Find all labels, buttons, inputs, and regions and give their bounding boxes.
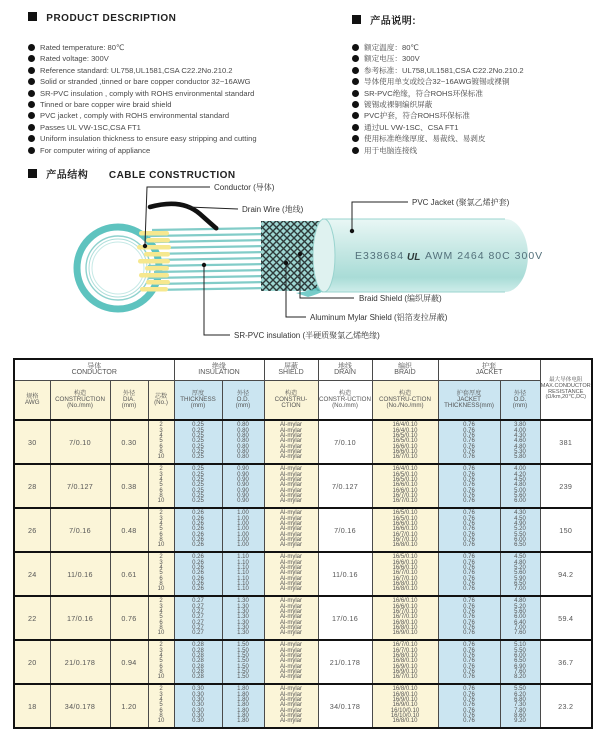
header-insulation-thickness: 厚度 THICKNESS (mm) (174, 381, 222, 421)
cell-resistance: 150 (540, 508, 592, 552)
cell-cores: 2 3 4 5 6 8 10 (148, 464, 174, 508)
group-header-jacket: 护套 JACKET (438, 359, 540, 381)
cell-awg: 26 (14, 508, 50, 552)
cell-braid: 16/7/0.10 16/7/0.10 16/8/0.10 16/8/0.10 16/9/0.10 16/9/0.10 16/7/0.10 (372, 640, 438, 684)
header-braid-construction: 构造 CONSTRU-CTION (No./No./mm) (372, 381, 438, 421)
cell-jacket_od: 5.50 6.20 6.80 7.30 7.80 8.60 9.20 (500, 684, 540, 728)
jacket-print-rating: AWM 2464 80C 300V (425, 250, 544, 262)
cell-awg: 22 (14, 596, 50, 640)
cell-construction: 11/0.16 (50, 552, 110, 596)
product-description-cn-title (352, 12, 416, 27)
cell-shield: Al-mylar Al-mylar Al-mylar Al-mylar Al-mylar Al-mylar Al-mylar (264, 464, 318, 508)
list-item: 额定温度：80℃ (352, 42, 524, 53)
header-awg: 规格 AWG (14, 381, 50, 421)
cell-ins_od: 1.50 1.50 1.50 1.50 1.50 1.50 1.50 (222, 640, 264, 684)
cell-jacket_thickness: 0.76 0.76 0.76 0.76 0.76 0.76 0.76 (438, 684, 500, 728)
cell-jacket_od: 4.50 4.80 5.20 5.60 5.90 6.50 7.00 (500, 552, 540, 596)
group-header-conductor: 导体 CONDUCTOR (14, 359, 174, 381)
product-description-list-en (28, 42, 257, 156)
bullet-icon (28, 101, 35, 108)
cell-resistance: 36.7 (540, 640, 592, 684)
list-item: 额定电压：300V (352, 53, 524, 64)
label-aluminum-mylar-shield: Aluminum Mylar Shield (铝箔麦拉屏蔽) (310, 313, 448, 322)
cell-ins_thickness: 0.27 0.27 0.27 0.27 0.27 0.27 0.27 (174, 596, 222, 640)
cell-shield: Al-mylar Al-mylar Al-mylar Al-mylar Al-mylar Al-mylar Al-mylar (264, 640, 318, 684)
cell-drain: 21/0.178 (318, 640, 372, 684)
header-max-resistance: 最大导体电阻 MAX.CONDUCTOR RESISTANCE (Ω/km,20℃,DC) (540, 359, 592, 420)
cell-dia: 0.61 (110, 552, 148, 596)
bullet-icon (28, 55, 35, 62)
ul-mark-icon: UL (407, 252, 421, 263)
bullet-icon (28, 67, 35, 74)
cell-jacket_thickness: 0.76 0.76 0.76 0.76 0.76 0.76 0.76 (438, 640, 500, 684)
cell-awg: 20 (14, 640, 50, 684)
list-item: 通过UL VW-1SC、CSA FT1 (352, 122, 524, 133)
cell-braid: 16/5/0.10 16/5/0.10 16/6/0.10 16/6/0.10 16/7/0.10 16/7/0.10 16/8/0.10 (372, 508, 438, 552)
cell-ins_od: 1.30 1.30 1.30 1.30 1.30 1.30 1.30 (222, 596, 264, 640)
cell-cores: 2 3 4 5 6 8 10 (148, 552, 174, 596)
bullet-icon (352, 67, 359, 74)
cell-jacket_od: 5.10 5.50 6.00 6.50 6.90 7.60 8.20 (500, 640, 540, 684)
bullet-icon (28, 112, 35, 119)
cell-resistance: 23.2 (540, 684, 592, 728)
cell-dia: 0.30 (110, 420, 148, 464)
cell-cores: 2 3 4 5 6 8 10 (148, 640, 174, 684)
cell-jacket_thickness: 0.76 0.76 0.76 0.76 0.76 0.76 0.76 (438, 596, 500, 640)
cable-diagram (0, 178, 603, 358)
list-item: 用于电脑连接线 (352, 145, 524, 156)
header-conductor-construction: 构造 CONSTRUCTION (No./mm) (50, 381, 110, 421)
cell-construction: 7/0.16 (50, 508, 110, 552)
cell-cores: 2 3 4 5 6 8 10 (148, 596, 174, 640)
list-item: Uniform insulation thickness to ensure easy stripping and cutting (28, 133, 257, 144)
cell-drain: 7/0.127 (318, 464, 372, 508)
cell-construction: 21/0.178 (50, 640, 110, 684)
list-item: Tinned or bare copper wire braid shield (28, 99, 257, 110)
table-row (14, 596, 592, 640)
bullet-icon (28, 78, 35, 85)
product-description-title (28, 12, 176, 24)
cell-jacket_thickness: 0.76 0.76 0.76 0.76 0.76 0.76 0.76 (438, 508, 500, 552)
cell-dia: 0.76 (110, 596, 148, 640)
label-drain-wire: Drain Wire (地线) (242, 205, 304, 214)
header-shield-construction: 构造 CONSTRU- CTION (264, 381, 318, 421)
cell-ins_od: 0.80 0.80 0.80 0.80 0.80 0.80 0.80 (222, 420, 264, 464)
cell-ins_thickness: 0.30 0.30 0.30 0.30 0.30 0.30 0.30 (174, 684, 222, 728)
table-row (14, 508, 592, 552)
cell-braid: 16/4/0.10 16/5/0.10 16/5/0.10 16/6/0.10 16/6/0.10 16/7/0.10 16/7/0.10 (372, 464, 438, 508)
header-jacket-od: 外径 O.D. (mm) (500, 381, 540, 421)
cell-resistance: 381 (540, 420, 592, 464)
construction-title-en: CABLE CONSTRUCTION (108, 170, 236, 181)
cell-cores: 2 3 4 5 6 8 10 (148, 684, 174, 728)
cell-cores: 2 3 4 5 6 8 10 (148, 508, 174, 552)
spec-table (13, 358, 593, 729)
cell-ins_od: 1.00 1.00 1.00 1.00 1.00 1.00 1.00 (222, 508, 264, 552)
bullet-icon (352, 124, 359, 131)
group-header-shield: 屏蔽 SHIELD (264, 359, 318, 381)
cell-construction: 17/0.16 (50, 596, 110, 640)
cable-side-view (137, 204, 543, 297)
list-item: Rated voltage: 300V (28, 53, 257, 64)
cell-shield: Al-mylar Al-mylar Al-mylar Al-mylar Al-mylar Al-mylar Al-mylar (264, 420, 318, 464)
bullet-icon (352, 55, 359, 62)
cell-jacket_od: 4.00 4.20 4.50 4.80 5.00 5.60 6.00 (500, 464, 540, 508)
list-item: SR-PVC绝缘，符合ROHS环保标准 (352, 88, 524, 99)
header-drain-construction: 构造 CONSTR-UCTION (No./mm) (318, 381, 372, 421)
cell-jacket_thickness: 0.76 0.76 0.76 0.76 0.76 0.76 0.76 (438, 464, 500, 508)
bullet-icon (28, 147, 35, 154)
list-item: SR-PVC insulation , comply with ROHS environmental standard (28, 88, 257, 99)
cell-construction: 34/0.178 (50, 684, 110, 728)
product-description-title-text: PRODUCT DESCRIPTION (46, 13, 177, 24)
header-jacket-thickness: 护套厚度 JACKET THICKNESS(mm) (438, 381, 500, 421)
cell-drain: 17/0.16 (318, 596, 372, 640)
list-item: Reference standard: UL758,UL1581,CSA C22.2No.210.2 (28, 65, 257, 76)
cell-resistance: 239 (540, 464, 592, 508)
cell-jacket_od: 4.30 4.50 4.90 5.20 5.50 6.00 6.50 (500, 508, 540, 552)
list-item: PVC护套，符合ROHS环保标准 (352, 110, 524, 121)
bullet-icon (28, 90, 35, 97)
cell-braid: 16/5/0.10 16/6/0.10 16/6/0.10 16/7/0.10 16/7/0.10 16/8/0.10 16/8/0.10 (372, 552, 438, 596)
label-sr-pvc-insulation: SR-PVC insulation (半硬质聚氯乙烯绝缘) (234, 331, 380, 340)
list-item: 镀锡或裸铜编织屏蔽 (352, 99, 524, 110)
cell-shield: Al-mylar Al-mylar Al-mylar Al-mylar Al-mylar Al-mylar Al-mylar (264, 552, 318, 596)
cell-ins_thickness: 0.28 0.28 0.28 0.28 0.28 0.28 0.28 (174, 640, 222, 684)
cell-awg: 24 (14, 552, 50, 596)
list-item: For computer wiring of appliance (28, 145, 257, 156)
table-row (14, 640, 592, 684)
cell-braid: 16/8/0.10 16/8/0.10 16/9/0.10 16/9/0.10 16/10/0.10 16/10/0.10 16/8/0.10 (372, 684, 438, 728)
list-item: 参考标准：UL758,UL1581,CSA C22.2No.210.2 (352, 65, 524, 76)
group-header-braid: 编织 BRAID (372, 359, 438, 381)
cell-ins_od: 1.10 1.10 1.10 1.10 1.10 1.10 1.10 (222, 552, 264, 596)
cell-construction: 7/0.10 (50, 420, 110, 464)
square-bullet-icon (28, 12, 37, 21)
square-bullet-icon (28, 169, 37, 178)
table-row (14, 552, 592, 596)
list-item: Passes UL VW-1SC,CSA FT1 (28, 122, 257, 133)
product-description-list-cn (352, 42, 524, 156)
spec-table-body (14, 420, 592, 728)
cell-construction: 7/0.127 (50, 464, 110, 508)
cell-cores: 2 3 4 5 6 8 10 (148, 420, 174, 464)
square-bullet-icon (352, 15, 361, 24)
cell-dia: 1.20 (110, 684, 148, 728)
cell-ins_thickness: 0.25 0.25 0.25 0.25 0.25 0.25 0.25 (174, 420, 222, 464)
list-item: 使用标准绝缘厚度、易裁线、易剥皮 (352, 133, 524, 144)
label-braid-shield: Braid Shield (编织屏蔽) (359, 294, 442, 303)
header-conductor-dia: 外径 DIA. (mm) (110, 381, 148, 421)
cell-ins_od: 0.90 0.90 0.90 0.90 0.90 0.90 0.90 (222, 464, 264, 508)
cell-drain: 11/0.16 (318, 552, 372, 596)
list-item: PVC jacket , comply with ROHS environmental standard (28, 110, 257, 121)
cell-ins_thickness: 0.26 0.26 0.26 0.26 0.26 0.26 0.26 (174, 552, 222, 596)
label-pvc-jacket: PVC Jacket (聚氯乙烯护套) (412, 198, 510, 207)
cell-braid: 16/4/0.10 16/4/0.10 16/5/0.10 16/5/0.10 16/6/0.10 16/6/0.10 16/7/0.10 (372, 420, 438, 464)
cell-jacket_od: 3.80 4.00 4.30 4.60 4.80 5.30 5.80 (500, 420, 540, 464)
bullet-icon (352, 44, 359, 51)
bullet-icon (352, 78, 359, 85)
jacket-print-e-number: E338684 (355, 250, 405, 262)
list-item: 导体使用单支或绞合32~16AWG镀锡或裸铜 (352, 76, 524, 87)
construction-title-cn: 产品结构 (46, 170, 89, 181)
cell-ins_thickness: 0.26 0.26 0.26 0.26 0.26 0.26 0.26 (174, 508, 222, 552)
cell-awg: 30 (14, 420, 50, 464)
cell-jacket_thickness: 0.76 0.76 0.76 0.76 0.76 0.76 0.76 (438, 552, 500, 596)
cell-ins_od: 1.80 1.80 1.80 1.80 1.80 1.80 1.80 (222, 684, 264, 728)
cell-resistance: 94.2 (540, 552, 592, 596)
cell-braid: 16/6/0.10 16/6/0.10 16/7/0.10 16/7/0.10 16/8/0.10 16/8/0.10 16/9/0.10 (372, 596, 438, 640)
bullet-icon (352, 90, 359, 97)
cell-jacket_od: 4.80 5.20 5.60 6.00 6.40 7.00 7.60 (500, 596, 540, 640)
group-header-drain: 地线 DRAIN (318, 359, 372, 381)
cell-shield: Al-mylar Al-mylar Al-mylar Al-mylar Al-mylar Al-mylar Al-mylar (264, 596, 318, 640)
label-conductor: Conductor (导体) (214, 183, 275, 192)
cell-shield: Al-mylar Al-mylar Al-mylar Al-mylar Al-mylar Al-mylar Al-mylar (264, 684, 318, 728)
cell-awg: 28 (14, 464, 50, 508)
cell-dia: 0.94 (110, 640, 148, 684)
cell-jacket_thickness: 0.76 0.76 0.76 0.76 0.76 0.76 0.76 (438, 420, 500, 464)
table-row (14, 684, 592, 728)
bullet-icon (352, 147, 359, 154)
list-item: Rated temperature: 80℃ (28, 42, 257, 53)
table-row (14, 420, 592, 464)
header-insulation-od: 外径 O.D. (mm) (222, 381, 264, 421)
bullet-icon (352, 112, 359, 119)
cell-drain: 7/0.10 (318, 420, 372, 464)
bullet-icon (28, 44, 35, 51)
cell-dia: 0.48 (110, 508, 148, 552)
cell-shield: Al-mylar Al-mylar Al-mylar Al-mylar Al-mylar Al-mylar Al-mylar (264, 508, 318, 552)
table-row (14, 464, 592, 508)
bullet-icon (28, 124, 35, 131)
list-item: Solid or stranded ,tinned or bare copper conductor 32~16AWG (28, 76, 257, 87)
cell-drain: 7/0.16 (318, 508, 372, 552)
cell-awg: 18 (14, 684, 50, 728)
header-cores: 芯数 (No.) (148, 381, 174, 421)
cell-ins_thickness: 0.25 0.25 0.25 0.25 0.25 0.25 0.25 (174, 464, 222, 508)
product-description-cn-title-text: 产品说明: (370, 16, 417, 27)
group-header-insulation: 绝缘 INSULATION (174, 359, 264, 381)
bullet-icon (352, 101, 359, 108)
cell-resistance: 59.4 (540, 596, 592, 640)
bullet-icon (28, 135, 35, 142)
bullet-icon (352, 135, 359, 142)
cell-dia: 0.38 (110, 464, 148, 508)
cell-drain: 34/0.178 (318, 684, 372, 728)
